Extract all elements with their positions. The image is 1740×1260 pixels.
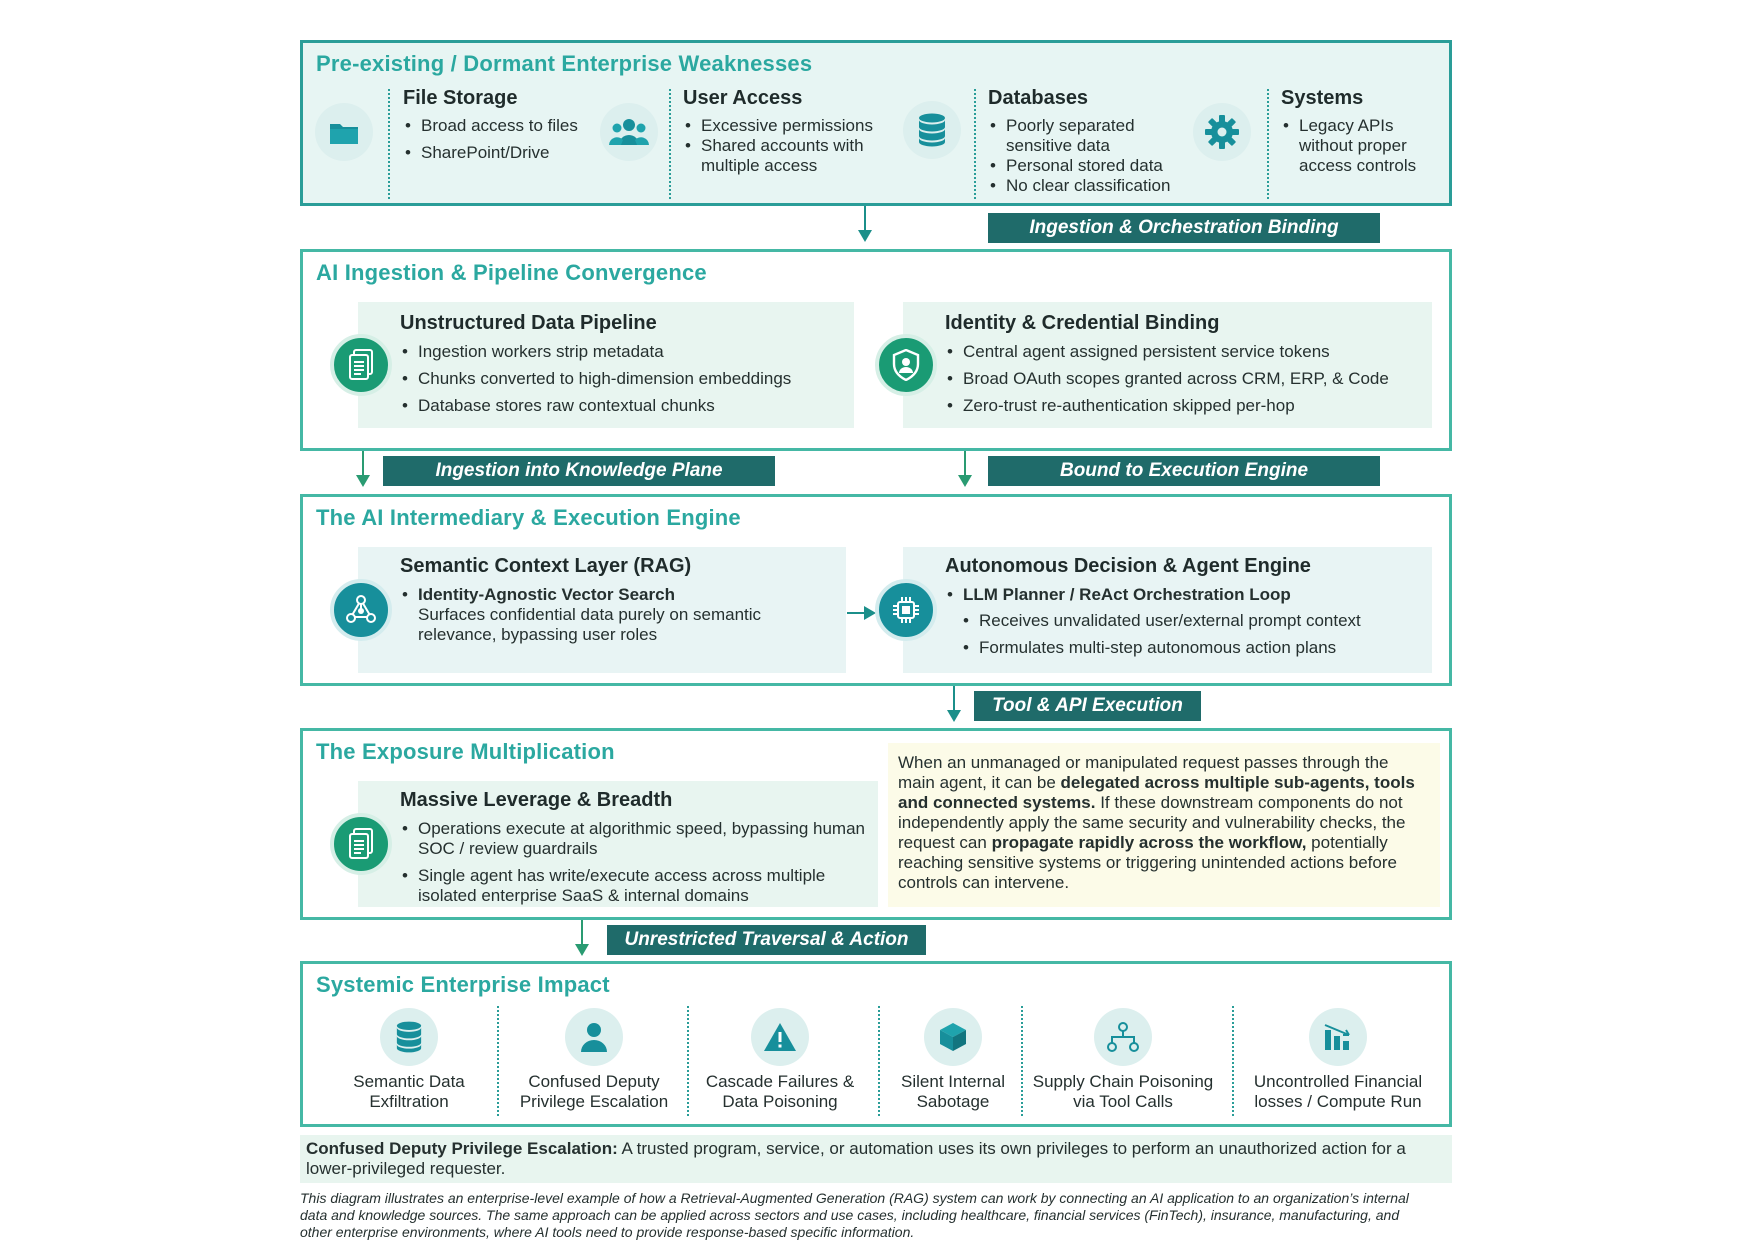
impact-item: [339, 1008, 479, 1112]
bullet: • Ingestion workers strip metadata: [400, 342, 850, 362]
bullet: • Single agent has write/execute access across multiple isolated enterprise SaaS & internal domains: [400, 866, 870, 906]
note-text: potentially reaching sensitive systems or triggering unintended actions before controls can intervene.: [898, 833, 1397, 892]
divider: [974, 89, 976, 199]
bullet: • Personal stored data: [988, 156, 1198, 176]
ingestion-title: AI Ingestion & Pipeline Convergence: [316, 260, 707, 285]
impact-item: [1025, 1008, 1221, 1112]
bullet: • Broad OAuth scopes granted across CRM, ERP, & Code: [945, 369, 1425, 389]
hierarchy-icon: [1094, 1008, 1152, 1066]
note-bold: propagate rapidly across the workflow,: [991, 833, 1307, 852]
label-traversal: Unrestricted Traversal & Action: [607, 925, 926, 955]
warning-icon: [751, 1008, 809, 1066]
impact-item: [888, 1008, 1018, 1112]
definition-box: [300, 1135, 1452, 1183]
identity-binding-box: [903, 302, 1432, 428]
agent-engine-box: [903, 547, 1432, 673]
ingestion-panel: [300, 249, 1452, 451]
user-icon: [565, 1008, 623, 1066]
weakness-heading: User Access: [683, 87, 803, 109]
bullet: • Database stores raw contextual chunks: [400, 396, 850, 416]
label-tool-api: Tool & API Execution: [974, 691, 1201, 721]
bold-text: Identity-Agnostic Vector Search: [418, 585, 675, 604]
exposure-note-box: [888, 743, 1440, 907]
flow-arrow: [953, 686, 955, 720]
bullet: [945, 585, 1425, 605]
bullet: • Poorly separated sensitive data: [988, 116, 1198, 156]
weakness-heading: Databases: [988, 87, 1089, 109]
flow-arrow: [362, 451, 364, 485]
impact-label-line: Supply Chain Poisoning: [1032, 1072, 1214, 1091]
folder-icon: [315, 103, 373, 161]
impact-item: [695, 1008, 865, 1112]
agent-heading: Autonomous Decision & Agent Engine: [945, 555, 1311, 577]
impact-label-line: via Tool Calls: [1073, 1092, 1173, 1111]
unstructured-pipeline-box: [358, 302, 854, 428]
body-text: Surfaces confidential data purely on semantic relevance, bypassing user roles: [418, 605, 762, 644]
weakness-user-access: [683, 87, 903, 176]
engine-title: The AI Intermediary & Execution Engine: [316, 505, 741, 530]
sub-bullet: • Formulates multi-step autonomous action plans: [961, 638, 1421, 658]
impact-label-line: Confused Deputy: [528, 1072, 660, 1091]
weakness-file-storage: [403, 87, 603, 170]
bullet: • Central agent assigned persistent service tokens: [945, 342, 1425, 362]
bullet: • Chunks converted to high-dimension embeddings: [400, 369, 850, 389]
impact-title: Systemic Enterprise Impact: [316, 972, 610, 997]
impact-panel: [300, 961, 1452, 1127]
impact-label-line: Semantic Data: [353, 1072, 465, 1091]
cube-icon: [924, 1008, 982, 1066]
leverage-heading: Massive Leverage & Breadth: [400, 789, 673, 811]
database-icon: [380, 1008, 438, 1066]
weaknesses-panel: [300, 40, 1452, 206]
bullet: • No clear classification: [988, 176, 1198, 196]
impact-label-line: Data Poisoning: [722, 1092, 838, 1111]
network-nodes-icon: [330, 579, 392, 641]
impact-label-line: Exfiltration: [369, 1092, 449, 1111]
impact-label-line: Uncontrolled Financial: [1253, 1072, 1423, 1091]
exposure-panel: [300, 728, 1452, 920]
bold-text: LLM Planner / ReAct Orchestration Loop: [963, 585, 1291, 604]
definition-body: A trusted program, service, or automation uses its own privileges to perform an unauthorized action for a lower-privileged requester.: [306, 1139, 1406, 1178]
impact-label-line: Sabotage: [916, 1092, 990, 1111]
database-icon: [903, 101, 961, 159]
footnote: This diagram illustrates an enterprise-level example of how a Retrieval-Augmented Generation (RAG) system can work by connecting an AI application to an organization’s internal data and knowledge sources. The same approach can be applied across sectors and use cases, including healthcare, financial services (FinTech), insurance, manufacturing, and other enterprise environments, where AI tools need to provide response-based specific information.: [300, 1190, 1409, 1240]
note-bold: delegated across multiple sub-agents, tools and connected systems.: [898, 773, 1415, 812]
divider: [687, 1006, 689, 1116]
gear-icon: [1193, 103, 1251, 161]
note-text: If these downstream components do not independently apply the same security and vulnerability checks, the request can: [898, 793, 1406, 852]
exposure-title: The Exposure Multiplication: [316, 739, 615, 764]
users-group-icon: [600, 103, 658, 161]
impact-item: [1238, 1008, 1438, 1112]
divider: [669, 89, 671, 199]
bullet: [400, 585, 820, 645]
semantic-context-box: [358, 547, 846, 673]
impact-label-line: Silent Internal: [901, 1072, 1005, 1091]
bullet: • Legacy APIs without proper access controls: [1281, 116, 1451, 176]
divider: [878, 1006, 880, 1116]
bullet: • Broad access to files: [403, 116, 603, 136]
bullet: • Shared accounts with multiple access: [683, 136, 903, 176]
shield-user-icon: [875, 334, 937, 396]
label-knowledge-plane: Ingestion into Knowledge Plane: [383, 456, 775, 486]
impact-label-line: Privilege Escalation: [519, 1092, 669, 1111]
bullet: • SharePoint/Drive: [403, 143, 603, 163]
weaknesses-title: Pre-existing / Dormant Enterprise Weaknesses: [316, 51, 813, 76]
divider: [1267, 89, 1269, 199]
exposure-note: [888, 743, 1440, 893]
note-text: When an unmanaged or manipulated request passes through the main agent, it can be: [898, 753, 1389, 792]
pipeline-heading: Unstructured Data Pipeline: [400, 312, 657, 334]
flow-arrow: [581, 920, 583, 954]
leverage-box: [358, 781, 878, 907]
identity-heading: Identity & Credential Binding: [945, 312, 1220, 334]
bar-chart-down-icon: [1309, 1008, 1367, 1066]
weakness-heading: Systems: [1281, 87, 1364, 109]
impact-label-line: losses / Compute Run: [1254, 1092, 1422, 1111]
impact-label-line: Cascade Failures &: [705, 1072, 855, 1091]
label-execution-engine: Bound to Execution Engine: [988, 456, 1380, 486]
flow-arrow: [964, 451, 966, 485]
semantic-heading: Semantic Context Layer (RAG): [400, 555, 692, 577]
divider: [388, 89, 390, 199]
divider: [497, 1006, 499, 1116]
bullet: • Operations execute at algorithmic speed, bypassing human SOC / review guardrails: [400, 819, 870, 859]
bullet: • Zero-trust re-authentication skipped per-hop: [945, 396, 1425, 416]
divider: [1232, 1006, 1234, 1116]
bullet: • Excessive permissions: [683, 116, 903, 136]
divider: [1021, 1006, 1023, 1116]
definition-text: [300, 1135, 1452, 1179]
weakness-databases: [988, 87, 1198, 196]
engine-panel: [300, 494, 1452, 686]
weakness-heading: File Storage: [403, 87, 518, 109]
label-ingestion-orchestration: Ingestion & Orchestration Binding: [988, 213, 1380, 243]
weakness-systems: [1281, 87, 1451, 176]
flow-arrow: [864, 206, 866, 240]
impact-item: [509, 1008, 679, 1112]
document-stack-icon: [330, 334, 392, 396]
sub-bullet: • Receives unvalidated user/external prompt context: [961, 611, 1421, 631]
document-stack-icon: [330, 813, 392, 875]
definition-term: Confused Deputy Privilege Escalation:: [306, 1139, 618, 1158]
chip-icon: [875, 579, 937, 641]
